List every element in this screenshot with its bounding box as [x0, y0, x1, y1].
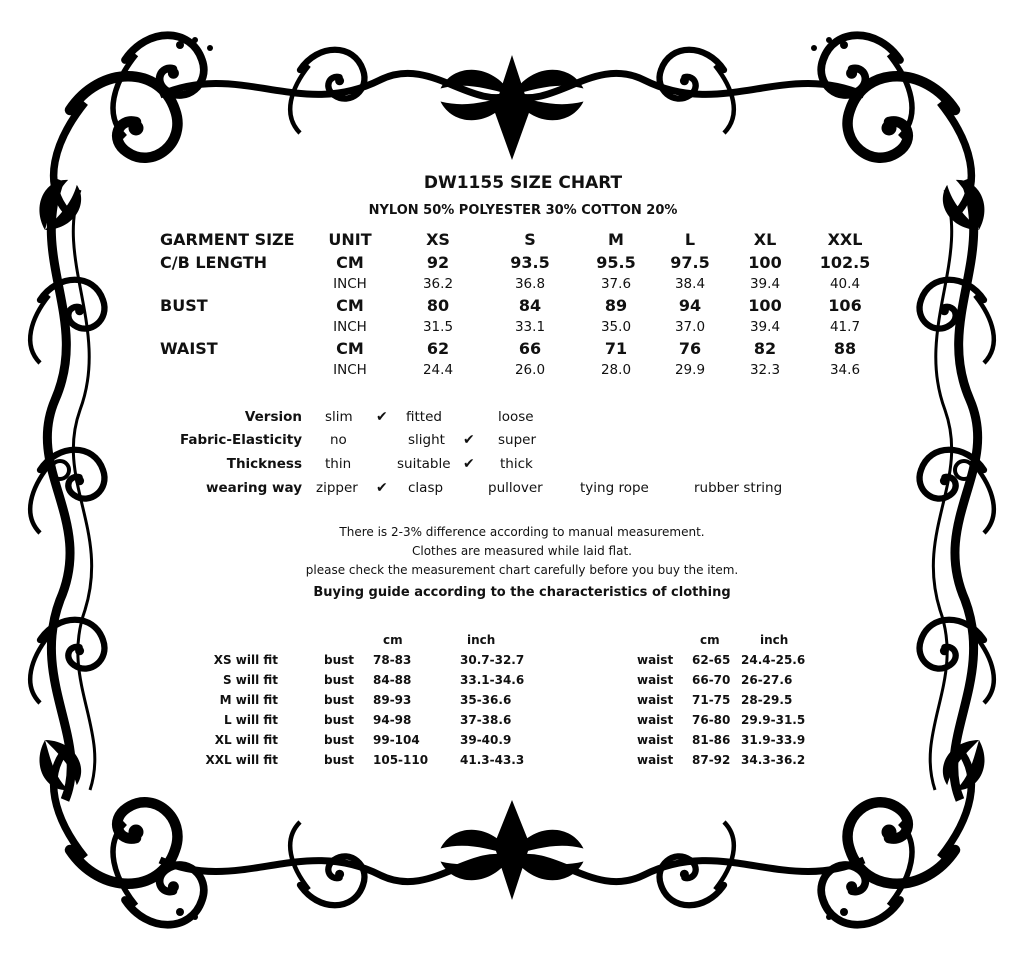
cb-length-inch: 36.8 — [514, 276, 546, 292]
bust-inch-range: 41.3-43.3 — [460, 753, 525, 767]
waist-cm-range: 76-80 — [692, 713, 731, 727]
bust-label: bust — [324, 733, 355, 747]
unit-inch: INCH — [333, 319, 367, 335]
thickness-option-thin: thin — [325, 456, 352, 472]
waist-label: waist — [637, 733, 674, 747]
feature-label-thickness: Thickness — [226, 456, 302, 472]
checkmark-icon: ✔ — [376, 480, 388, 496]
feature-label-wearing-way: wearing way — [206, 480, 302, 496]
unit-label: UNIT — [328, 230, 372, 249]
waist-inch-header: inch — [760, 633, 789, 647]
waist-inch: 34.6 — [829, 362, 861, 378]
waist-inch-range: 31.9-33.9 — [741, 733, 806, 747]
elasticity-option-super: super — [498, 432, 537, 448]
bust-cm: 106 — [828, 296, 862, 315]
waist-cm: 62 — [426, 339, 450, 358]
size-header: XXL — [827, 230, 863, 249]
wearing-option-zipper: zipper — [316, 480, 358, 496]
bust-inch: 39.4 — [749, 319, 781, 335]
row-label-bust: BUST — [160, 296, 208, 315]
bust-inch-range: 35-36.6 — [460, 693, 512, 707]
bust-inch: 33.1 — [514, 319, 546, 335]
cb-length-cm: 102.5 — [819, 253, 871, 272]
feature-label-version: Version — [244, 409, 302, 425]
waist-label: waist — [637, 693, 674, 707]
bust-inch-range: 33.1-34.6 — [460, 673, 525, 687]
waist-cm: 88 — [833, 339, 857, 358]
cb-length-inch: 38.4 — [674, 276, 706, 292]
unit-cm: CM — [336, 253, 364, 272]
version-option-slim: slim — [325, 409, 353, 425]
bust-label: bust — [324, 673, 355, 687]
waist-cm-range: 66-70 — [692, 673, 731, 687]
bust-inch: 37.0 — [674, 319, 706, 335]
fit-label: M will fit — [219, 693, 278, 707]
waist-inch: 29.9 — [674, 362, 706, 378]
waist-label: waist — [637, 713, 674, 727]
waist-inch-range: 24.4-25.6 — [741, 653, 806, 667]
elasticity-option-slight: slight — [408, 432, 445, 448]
bust-inch-range: 30.7-32.7 — [460, 653, 525, 667]
bust-inch-header: inch — [467, 633, 496, 647]
version-option-fitted: fitted — [406, 409, 442, 425]
waist-inch: 24.4 — [422, 362, 454, 378]
cb-length-inch: 36.2 — [422, 276, 454, 292]
feature-label-fabric-elasticity: Fabric-Elasticity — [179, 432, 302, 448]
waist-label: waist — [637, 673, 674, 687]
waist-cm: 71 — [604, 339, 628, 358]
buying-guide-title: Buying guide according to the characteristics of clothing — [313, 585, 731, 600]
waist-inch: 32.3 — [749, 362, 781, 378]
elasticity-option-no: no — [330, 432, 347, 448]
waist-inch-range: 34.3-36.2 — [741, 753, 806, 767]
unit-inch: INCH — [333, 276, 367, 292]
cb-length-cm: 93.5 — [510, 253, 550, 272]
waist-inch-range: 29.9-31.5 — [741, 713, 806, 727]
waist-cm-range: 62-65 — [692, 653, 731, 667]
wearing-option-clasp: clasp — [408, 480, 444, 496]
waist-inch-range: 28-29.5 — [741, 693, 793, 707]
bust-inch-range: 37-38.6 — [460, 713, 512, 727]
waist-cm-range: 87-92 — [692, 753, 731, 767]
bust-inch: 35.0 — [600, 319, 632, 335]
bust-cm: 100 — [748, 296, 782, 315]
bust-cm: 84 — [518, 296, 542, 315]
garment-size-label: GARMENT SIZE — [160, 230, 295, 249]
checkmark-icon: ✔ — [376, 409, 388, 425]
size-header: XL — [753, 230, 777, 249]
waist-label: waist — [637, 753, 674, 767]
unit-inch: INCH — [333, 362, 367, 378]
cb-length-inch: 39.4 — [749, 276, 781, 292]
wearing-option-rubber-string: rubber string — [694, 480, 783, 496]
wearing-option-pullover: pullover — [488, 480, 543, 496]
waist-inch: 26.0 — [514, 362, 546, 378]
bust-label: bust — [324, 713, 355, 727]
bust-inch-range: 39-40.9 — [460, 733, 512, 747]
bust-inch: 41.7 — [829, 319, 861, 335]
cb-length-inch: 40.4 — [829, 276, 861, 292]
cb-length-cm: 97.5 — [670, 253, 710, 272]
row-label-waist: WAIST — [160, 339, 218, 358]
cb-length-cm: 100 — [748, 253, 782, 272]
size-header: L — [684, 230, 696, 249]
waist-cm-header: cm — [700, 633, 720, 647]
bust-cm-range: 105-110 — [373, 753, 429, 767]
fit-label: XS will fit — [213, 653, 278, 667]
size-header: S — [524, 230, 536, 249]
waist-cm-range: 71-75 — [692, 693, 731, 707]
waist-cm-range: 81-86 — [692, 733, 731, 747]
cb-length-cm: 92 — [426, 253, 450, 272]
fit-label: XL will fit — [214, 733, 278, 747]
bust-cm-range: 89-93 — [373, 693, 412, 707]
bust-label: bust — [324, 653, 355, 667]
thickness-option-suitable: suitable — [397, 456, 451, 472]
unit-cm: CM — [336, 296, 364, 315]
material-composition: NYLON 50% POLYESTER 30% COTTON 20% — [368, 203, 678, 218]
bust-cm: 80 — [426, 296, 450, 315]
chart-title: DW1155 SIZE CHART — [423, 173, 623, 193]
bust-inch: 31.5 — [422, 319, 454, 335]
waist-cm: 76 — [678, 339, 702, 358]
bust-label: bust — [324, 753, 355, 767]
row-label-cb-length: C/B LENGTH — [160, 253, 268, 272]
wearing-option-tying-rope: tying rope — [580, 480, 649, 496]
bust-cm: 89 — [604, 296, 628, 315]
cb-length-cm: 95.5 — [596, 253, 636, 272]
waist-inch-range: 26-27.6 — [741, 673, 793, 687]
note-line: Clothes are measured while laid flat. — [412, 544, 632, 558]
fit-label: S will fit — [222, 673, 278, 687]
cb-length-inch: 37.6 — [600, 276, 632, 292]
note-line: please check the measurement chart carefully before you buy the item. — [305, 563, 739, 577]
unit-cm: CM — [336, 339, 364, 358]
bust-cm-range: 99-104 — [373, 733, 420, 747]
checkmark-icon: ✔ — [463, 456, 475, 472]
waist-label: waist — [637, 653, 674, 667]
version-option-loose: loose — [498, 409, 534, 425]
bust-cm-header: cm — [383, 633, 403, 647]
bust-label: bust — [324, 693, 355, 707]
bust-cm-range: 84-88 — [373, 673, 412, 687]
bust-cm-range: 78-83 — [373, 653, 412, 667]
checkmark-icon: ✔ — [463, 432, 475, 448]
waist-cm: 66 — [518, 339, 542, 358]
note-line: There is 2-3% difference according to manual measurement. — [339, 525, 705, 539]
size-header: XS — [426, 230, 450, 249]
waist-inch: 28.0 — [600, 362, 632, 378]
size-header: M — [608, 230, 624, 249]
fit-label: L will fit — [223, 713, 278, 727]
waist-cm: 82 — [753, 339, 777, 358]
thickness-option-thick: thick — [500, 456, 533, 472]
bust-cm: 94 — [678, 296, 702, 315]
bust-cm-range: 94-98 — [373, 713, 412, 727]
fit-label: XXL will fit — [205, 753, 278, 767]
